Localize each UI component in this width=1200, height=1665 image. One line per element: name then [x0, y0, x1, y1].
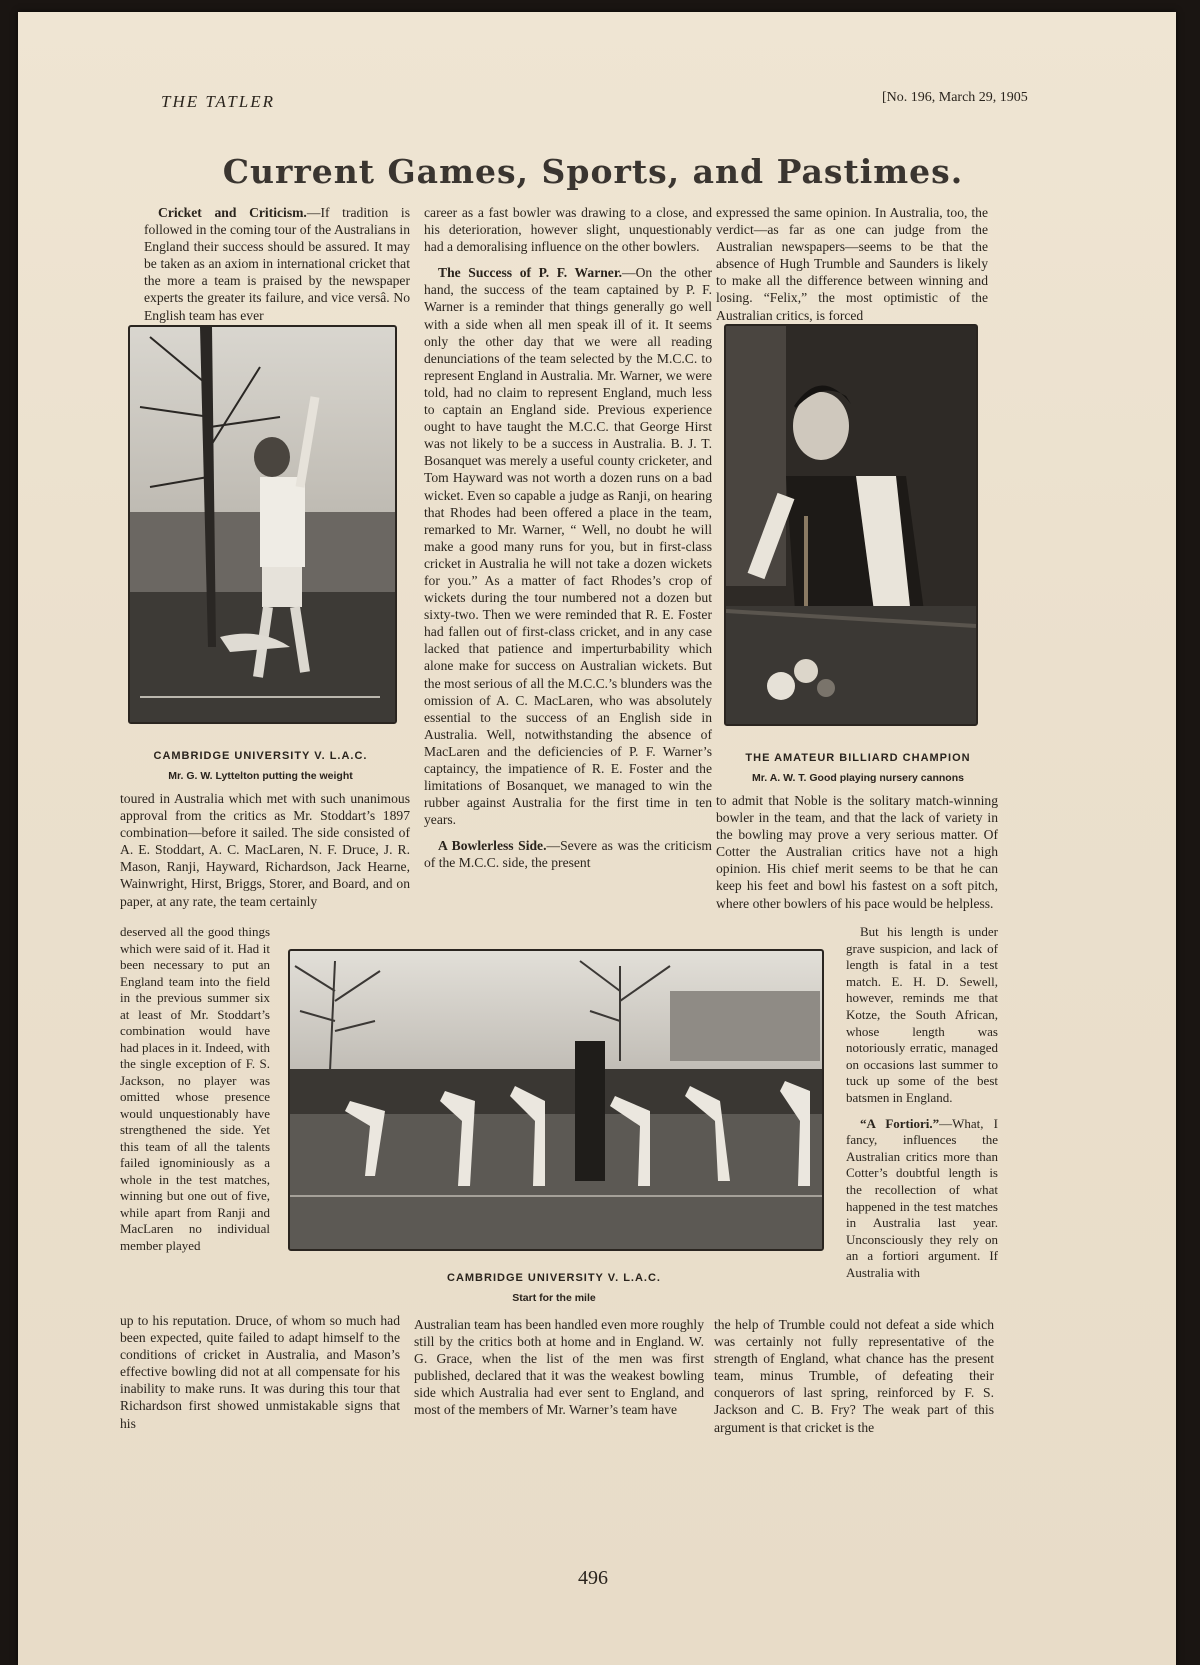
- photo2-caption-title: THE AMATEUR BILLIARD CHAMPION: [745, 752, 971, 764]
- publication-name: THE TATLER: [161, 92, 275, 111]
- col1-top-paragraph: [144, 204, 410, 324]
- section-heading-bowlerless: A Bowlerless Side.: [438, 838, 547, 854]
- col1-narrow-paragraph: [120, 924, 270, 1254]
- col1-middle-paragraph: [120, 790, 410, 910]
- issue-info: [No. 196, March 29, 1905: [882, 90, 1028, 105]
- col2-paragraph-2: —On the other hand, the success of the team captained by P. F. Warner is a reminder that things generally go well with a side when all men speak ill of it. It seems only the other day that we were all reading denunciations of the team selected by the M.C.C. to represent England in Australia. Mr. Warner, we were told, had no claim to represent England, much less to captain an England side. Previous experience ought to have taught the M.C.C. that George Hirst was not likely to be a success in Australia. B. J. T. Bosanquet was merely a useful county cricketer, and Tom Hayward was not worth a dozen runs on a bad wicket. Even so capable a judge as Ranji, on hearing that Rhodes had been offered a place in the team, remarked to Mr. Warner, “ Well, no doubt he will make a good many runs for you, but in first-class cricket in Australia he will not take a dozen wickets for you.” As a matter of fact Rhodes’s crop of wickets during the tour numbered not a dozen but sixty-two. Then we were reminded that R. E. Foster had fallen out of first-class cricket, and in any case lacked that patience and imperturbability which alone make for success on Australian wickets. But the most serious of all the M.C.C.’s blunders was the omission of A. C. MacLaren, who was absolutely essential to the success of an English side in Australia. Well, notwithstanding the absence of MacLaren and the deficiencies of P. F. Warner’s captaincy, the impatience of R. E. Foster and the limitations of Bosanquet, we managed to win the rubber against Australia for the first time in ten years.: [424, 265, 713, 828]
- magazine-page: [18, 12, 1176, 1665]
- page-title: Current Games, Sports, and Pastimes.: [222, 152, 964, 191]
- col2-bottom-text: Australian team has been handled even more roughly still by the critics both at home and in England. W. G. Grace, when the list of the men was first published, declared that it was the weakest bowling side which Australia had ever sent to England, and most of the members of Mr. Warner’s team have: [414, 1317, 704, 1418]
- col1-top-text: —If tradition is followed in the coming tour of the Australians in England their success should be assured. It may be taken as an axiom in international cricket that the more a team is praised by the newspaper experts the greater its failure, and vice versâ. No English team has ever: [144, 205, 410, 323]
- photo2-caption-subtitle: Mr. A. W. T. Good playing nursery cannons: [752, 772, 964, 784]
- photo1-caption-subtitle: Mr. G. W. Lyttelton putting the weight: [168, 770, 353, 782]
- photo-weight-putting: [128, 325, 397, 724]
- col1-middle-text: toured in Australia which met with such unanimous approval from the critics as Mr. Stoddart’s 1897 combination—before it sailed. The side consisted of A. E. Stoddart, A. C. MacLaren, N. F. Druce, J. R. Mason, Ranji, Hayward, Richardson, Jack Hearne, Wainwright, Hirst, Briggs, Storer, and Board, and on paper, at any rate, the team certainly: [120, 791, 410, 909]
- col3-middle-text: to admit that Noble is the solitary match-winning bowler in the team, and that the lack of variety in the bowling may prove a very serious matter. Of Cotter the Australian critics have not a high opinion. His chief merit seems to be that he can keep his feet and bowl his fastest on a soft pitch, where other bowlers of his pace would be helpless.: [716, 793, 998, 911]
- col3-narrow-text-1: But his length is under grave suspicion, and lack of length is fatal in a test match. E. H. D. Sewell, however, reminds me that Kotze, the South African, whose length was notoriously erratic, managed on occasions last summer to tuck up some of the best batsmen in England.: [846, 924, 998, 1105]
- col3-top-paragraph: [716, 204, 988, 324]
- page-number: 496: [578, 1567, 608, 1589]
- col2-bottom-paragraph: [414, 1316, 704, 1419]
- photo3-caption-subtitle: Start for the mile: [512, 1292, 596, 1304]
- photo-billiard-champion: [724, 324, 978, 726]
- col3-middle-paragraph: [716, 792, 998, 912]
- photo1-caption-title: CAMBRIDGE UNIVERSITY V. L.A.C.: [153, 750, 368, 762]
- col1-bottom-paragraph: [120, 1312, 400, 1432]
- col2-top: [424, 204, 712, 872]
- section-heading-fortiori: “A Fortiori.”: [860, 1115, 940, 1131]
- col3-bottom-paragraph: [714, 1316, 994, 1436]
- col1-narrow-text: deserved all the good things which were said of it. Had it been necessary to put an England team into the field in the previous summer six at least of Mr. Stoddart’s combination would have had places in it. Indeed, with the single exception of F. S. Jackson, no player was omitted whose presence would unquestionably have strengthened the side. Yet this team of all the talents failed ignominiously as a whole in the test matches, winning but one out of five, while apart from Ranji and MacLaren no individual member played: [120, 924, 270, 1253]
- col3-narrow-column: [846, 924, 998, 1281]
- col2-paragraph-1: career as a fast bowler was drawing to a close, and his deterioration, however slight, unquestionably had a demoralising influence on the other bowlers.: [424, 205, 712, 255]
- section-heading-warner: The Success of P. F. Warner.: [438, 265, 623, 281]
- photo-start-of-mile: [288, 949, 824, 1251]
- col3-narrow-text-2: —What, I fancy, influences the Australian critics more than Cotter’s doubtful length is the recollection of what happened in the test matches in Australia last year. Unconsciously they rely on an a fortiori argument. If Australia with: [846, 1115, 998, 1280]
- photo3-caption-title: CAMBRIDGE UNIVERSITY V. L.A.C.: [447, 1272, 661, 1284]
- col3-bottom-text: the help of Trumble could not defeat a side which was certainly not fully representative of the strength of England, what chance has the present team, minus Trumble, of defeating their conquerors of last spring, reinforced by F. S. Jackson and C. B. Fry? The weak part of this argument is that cricket is the: [714, 1317, 994, 1435]
- col2-paragraph-3: —Severe as was the criticism of the M.C.C. side, the present: [424, 838, 712, 871]
- col1-bottom-text: up to his reputation. Druce, of whom so much had been expected, quite failed to adapt himself to the conditions of cricket in Australia, and Mason’s effective bowling did not at all compensate for his inability to make runs. It was during this tour that Richardson first showed unmistakable signs that his: [120, 1313, 400, 1431]
- section-heading-cricket: Cricket and Criticism.: [158, 205, 307, 220]
- col3-top-text: expressed the same opinion. In Australia, too, the verdict—as far as one can judge from the Australian newspapers—seems to be that the absence of Hugh Trumble and Saunders is likely to make all the difference between winning and losing. “Felix,” the most optimistic of the Australian critics, is forced: [716, 205, 988, 323]
